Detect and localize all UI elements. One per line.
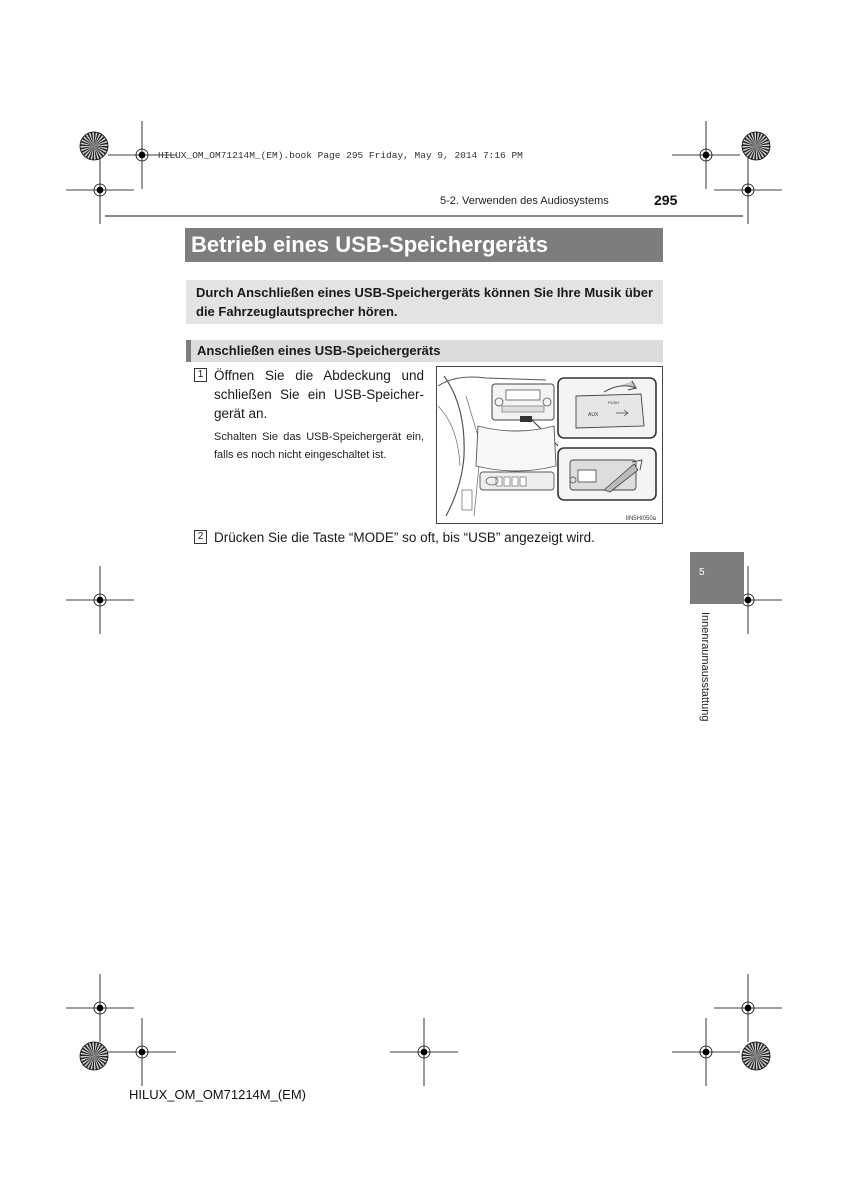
aux-label: AUX bbox=[588, 412, 599, 418]
crosshair-mark bbox=[66, 974, 134, 1042]
step-2-number: 2 bbox=[194, 530, 207, 544]
chapter-number: 5 bbox=[699, 567, 705, 578]
section-reference: 5-2. Verwenden des Audiosystems bbox=[440, 195, 609, 207]
crosshair-mark bbox=[672, 121, 740, 189]
step-1-number: 1 bbox=[194, 368, 207, 382]
chapter-tab bbox=[690, 552, 744, 604]
crosshair-mark bbox=[714, 156, 782, 224]
footer-code: HILUX_OM_OM71214M_(EM) bbox=[129, 1087, 306, 1102]
sunburst-mark bbox=[80, 132, 108, 160]
print-header: HILUX_OM_OM71214M_(EM).book Page 295 Friday, May 9, 2014 7:16 PM bbox=[158, 150, 523, 161]
push-label: PUSH bbox=[608, 400, 620, 405]
page-title: Betrieb eines USB-Speichergeräts bbox=[185, 228, 663, 262]
page-number: 295 bbox=[654, 192, 678, 208]
crosshair-mark bbox=[66, 156, 134, 224]
step-1-text: Öffnen Sie die Abdeckung und schließen Sie ein USB-Speicher-gerät an. bbox=[214, 368, 424, 421]
sunburst-mark bbox=[80, 1042, 108, 1070]
crosshair-mark bbox=[714, 974, 782, 1042]
sunburst-mark bbox=[742, 1042, 770, 1070]
crosshair-mark bbox=[390, 1018, 458, 1086]
chapter-label: Innenraumausstattung bbox=[699, 612, 711, 722]
illustration-code: IIN5HI050a bbox=[625, 516, 656, 522]
intro-text: Durch Anschließen eines USB-Speichergeräts können Sie Ihre Musik über die Fahrzeuglautsprecher hören. bbox=[186, 280, 663, 324]
crosshair-mark bbox=[108, 1018, 176, 1086]
step-2-text: Drücken Sie die Taste “MODE” so oft, bis “USB” angezeigt wird. bbox=[214, 530, 595, 545]
step-1-note: Schalten Sie das USB-Speichergerät ein, falls es noch nicht eingeschaltet ist. bbox=[214, 431, 424, 461]
subsection-heading: Anschließen eines USB-Speichergeräts bbox=[186, 340, 663, 362]
header-divider bbox=[105, 215, 743, 217]
sunburst-mark bbox=[742, 132, 770, 160]
usb-port-illustration bbox=[436, 366, 663, 524]
crosshair-mark bbox=[66, 566, 134, 634]
crosshair-mark bbox=[672, 1018, 740, 1086]
